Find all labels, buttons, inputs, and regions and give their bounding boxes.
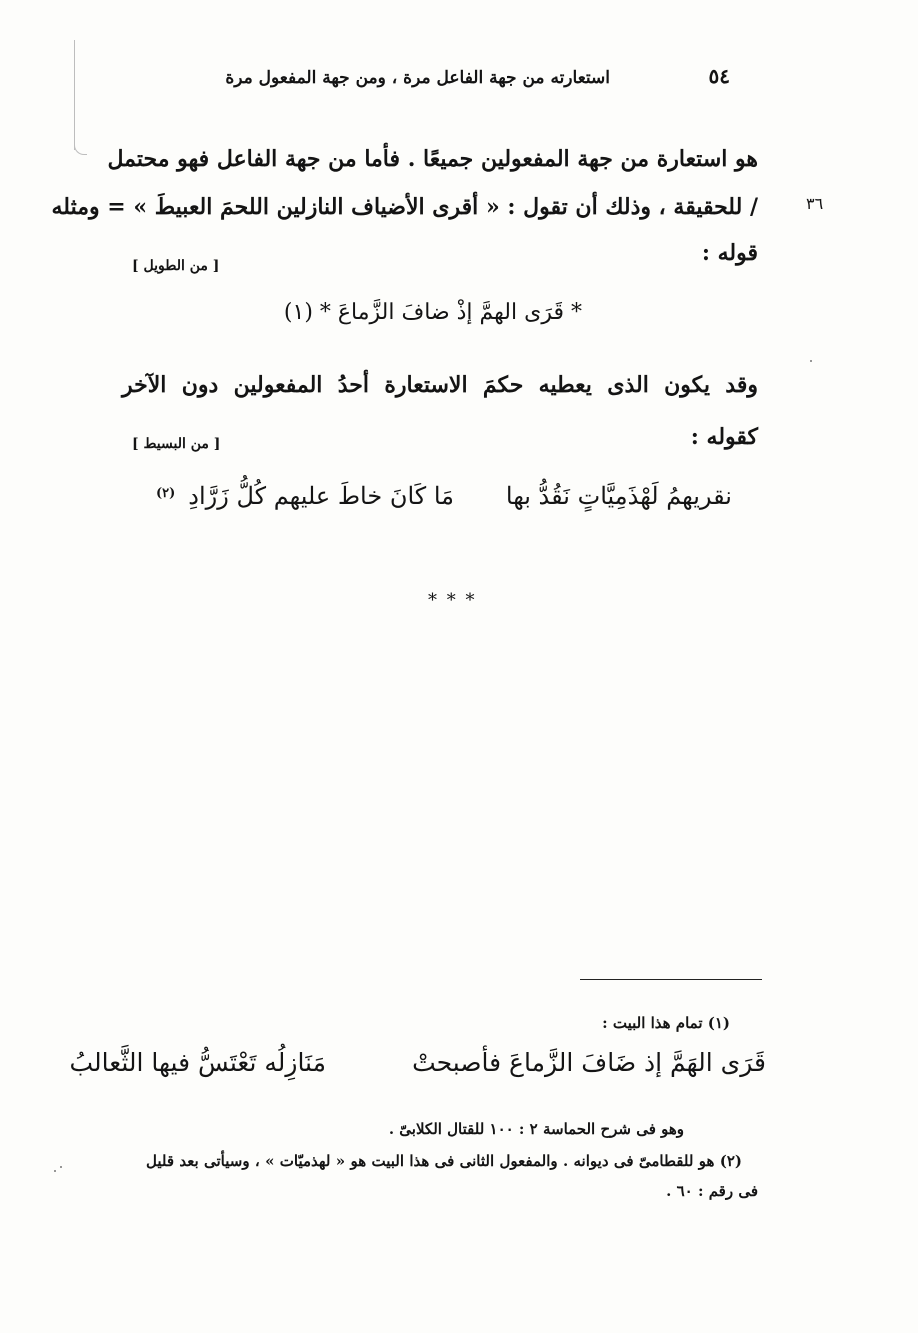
verse-2-first-hemistich: نقريهمُ لَهْذَمِيَّاتٍ نَقُدُّ بها bbox=[505, 482, 732, 510]
body-line-3: قوله : bbox=[701, 240, 758, 266]
footnote-1-intro: (١) تمام هذا البيت : bbox=[602, 1014, 730, 1032]
footnote-marker-2: (٢) bbox=[156, 486, 176, 501]
meter-label-2: [ من البسيط ] bbox=[132, 436, 221, 452]
footnote-2-line-2: فى رقم : ٦٠ . bbox=[666, 1182, 758, 1200]
footnote-2-line-1: (٢) هو للقطامىّ فى ديوانه . والمفعول الثانى فى هذا البيت هو « لهذميّات » ، وسيأتى بعد قليل bbox=[146, 1152, 742, 1170]
footnote-1-verse-second: مَنَازِلُه تَعْتَسُّ فيها الثَّعالبُ bbox=[69, 1048, 326, 1077]
paper-speck bbox=[60, 1166, 62, 1168]
paper-speck bbox=[54, 1170, 56, 1172]
body-line-4: وقد يكون الذى يعطيه حكمَ الاستعارة أحدُ المفعولين دون الآخر bbox=[122, 372, 758, 398]
footnote-separator bbox=[580, 979, 762, 980]
body-line-2: / للحقيقة ، وذلك أن تقول : « أقرى الأضياف النازلين اللحمَ العبيطَ » = ومثله bbox=[51, 194, 758, 220]
footnote-1-verse-first: قَرَى الهَمَّ إذ ضَافَ الزَّماعَ فأصبحتْ bbox=[412, 1048, 766, 1077]
footnote-1-source: وهو فى شرح الحماسة ٢ : ١٠٠ للقتال الكلابىّ . bbox=[388, 1120, 684, 1138]
paper-speck bbox=[810, 360, 812, 362]
binding-edge-line bbox=[74, 40, 75, 150]
margin-line-number: ٣٦ bbox=[806, 194, 824, 213]
body-line-1: هو استعارة من جهة المفعولين جميعًا . فأما من جهة الفاعل فهو محتمل bbox=[107, 146, 758, 172]
page-number: ٥٤ bbox=[708, 64, 730, 88]
section-end-ornament: * * * bbox=[428, 590, 477, 611]
binding-edge-curve bbox=[74, 136, 87, 155]
body-line-5: كقوله : bbox=[690, 424, 758, 450]
meter-label-1: [ من الطويل ] bbox=[132, 258, 220, 274]
running-title: استعارته من جهة الفاعل مرة ، ومن جهة المفعول مرة bbox=[225, 68, 610, 88]
verse-2-second-hemistich: مَا كَانَ خاطَ عليهم كُلُّ زَرَّادِ bbox=[188, 482, 454, 510]
verse-1: * قَرَى الهمَّ إذْ ضافَ الزَّماعَ * (١) bbox=[283, 300, 582, 325]
